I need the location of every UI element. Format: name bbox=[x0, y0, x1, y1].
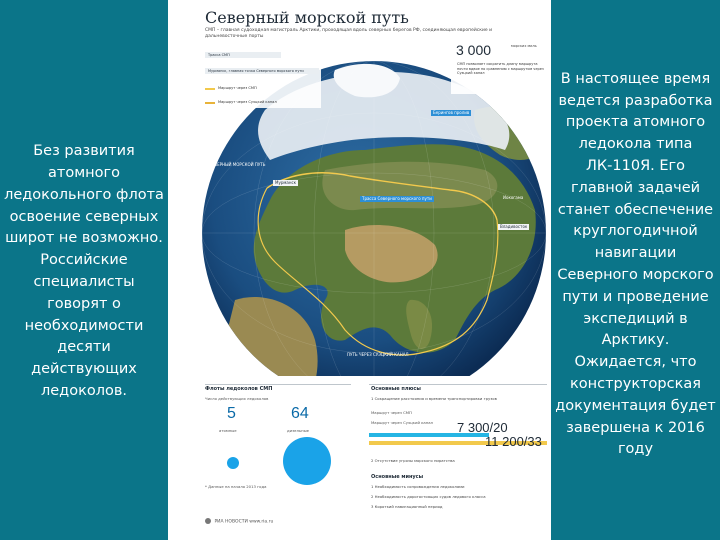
fleet-title: Флоты ледоколов СМП bbox=[205, 386, 273, 392]
problems-title: Основные минусы bbox=[371, 474, 424, 480]
fleet-atomic-circle bbox=[227, 457, 239, 469]
map-label-route-suez: ПУТЬ ЧЕРЕЗ СУЭЦКИЙ КАНАЛ bbox=[347, 352, 409, 357]
right-panel-text: В настоящее время ведется разработка проекта атомного ледокола типа ЛК-110Я. Его главной задачей станет обеспечение круглогодичной навигации Северного морского пути и проведение экспедиций в Арктику. Ожидается, что конструкторская документация будет завершена к 2016 году bbox=[555, 70, 716, 458]
bar-suez-value: 11 200/33 bbox=[485, 434, 542, 449]
footer-logo bbox=[205, 518, 273, 525]
left-panel-text: Без развития атомного ледокольного флота освоение северных широт не возможно. Российские специалисты говорят о необходимости десяти действующих ледоколов. bbox=[4, 143, 164, 399]
legend-suez-label: Маршрут через Суэцкий канал bbox=[218, 100, 277, 104]
infographic-title: Северный морской путь bbox=[205, 8, 409, 27]
map-label-route-north: СЕВЕРНЫЙ МОРСКОЙ ПУТЬ bbox=[209, 162, 266, 167]
map-label-bering: Берингов пролив bbox=[433, 110, 470, 115]
land-siberia bbox=[322, 162, 497, 210]
legend-smp-swatch bbox=[205, 88, 215, 90]
problem-item-2: 2 Необходимость дорогостоящих судов ледового класса bbox=[371, 494, 486, 499]
fleet-diesel-count: 64 bbox=[291, 405, 309, 422]
advantage-suez-label: Маршрут через Суэцкий канал bbox=[371, 420, 433, 425]
problem-item-3: 3 Короткий навигационный период bbox=[371, 504, 443, 509]
bar-smp-value: 7 300/20 bbox=[457, 420, 508, 435]
map-label-smp: Трасса Северного морского пути bbox=[362, 196, 432, 201]
fleet-diesel-circle bbox=[283, 437, 331, 485]
ria-logo-icon bbox=[205, 518, 211, 524]
route-comparison-note: СМП позволяет сократить длину маршрута почти вдвое по сравнению с маршрутом через Суэцкий канал bbox=[457, 62, 544, 76]
map-label-vladivostok: Владивосток bbox=[500, 224, 528, 229]
left-text-panel bbox=[0, 0, 168, 540]
footer-text: РИА НОВОСТИ www.ria.ru bbox=[214, 519, 274, 525]
right-text-panel bbox=[551, 0, 720, 540]
fleet-note: * Данные на начало 2013 года bbox=[205, 484, 267, 489]
legend-row-smp bbox=[205, 86, 257, 91]
problem-item-1: 1 Необходимость сопровождения ледоколами bbox=[371, 484, 465, 489]
fleet-atomic-count: 5 bbox=[227, 405, 236, 422]
fleet-diesel-label: дизельные bbox=[287, 428, 309, 433]
legend-row-suez bbox=[205, 100, 277, 105]
fleet-subtitle: Число действующих ледоколов bbox=[205, 396, 269, 401]
divider-right bbox=[369, 384, 547, 385]
legend-suez-swatch bbox=[205, 102, 215, 104]
map-label-yokohama: Иокогама bbox=[503, 195, 524, 200]
infographic-subtitle: СМП – главная судоходная магистраль Арктики, проходящая вдоль северных берегов РФ, соединяющая европейские и дальневосточные порты bbox=[205, 28, 493, 39]
infographic bbox=[175, 0, 549, 540]
legend-murmansk-box: Мурманск, главная точка Северного морского пути bbox=[205, 68, 319, 74]
advantage-smp-label: Маршрут через СМП bbox=[371, 410, 412, 415]
map-label-murmansk: Мурманск bbox=[275, 180, 297, 185]
fleet-atomic-label: атомные bbox=[219, 428, 237, 433]
legend-smp-box: Трасса СМП bbox=[205, 52, 281, 58]
advantage-item-2: 2 Отсутствие угрозы морского пиратства bbox=[371, 458, 455, 463]
legend-smp-label: Маршрут через СМП bbox=[218, 86, 257, 90]
advantage-item-1: 1 Сокращение расстояния и времени транспортировки грузов bbox=[371, 396, 497, 401]
distance-label: морских миль bbox=[511, 44, 537, 48]
distance-value: 3 000 bbox=[456, 42, 492, 58]
advantages-title: Основные плюсы bbox=[371, 386, 421, 392]
divider-left bbox=[205, 384, 351, 385]
